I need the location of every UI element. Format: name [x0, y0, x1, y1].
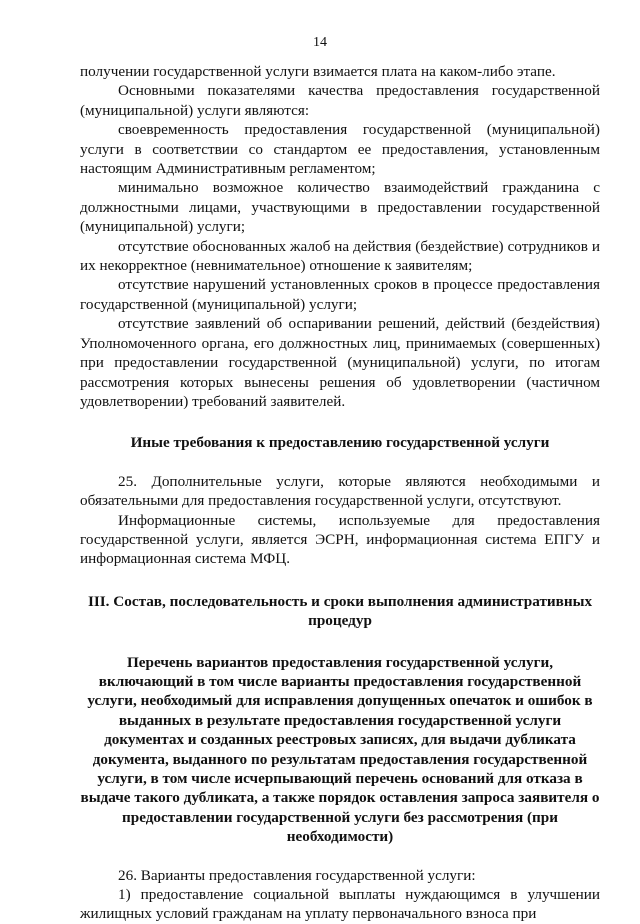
paragraph-no-complaints: отсутствие обоснованных жалоб на действия (бездействие) сотрудников и их некорректное (невнимательное) отношение к заявителям; — [80, 237, 600, 275]
spacer — [80, 847, 600, 866]
heading-other-requirements: Иные требования к предоставлению государственной услуги — [130, 434, 550, 452]
paragraph-information-systems: Информационные системы, используемые для предоставления государственной услуги, является ЭСРН, информационная система ЕПГУ и информационная система МФЦ. — [80, 511, 600, 568]
paragraph-no-disputes: отсутствие заявлений об оспаривании решений, действий (бездействия) Уполномоченного органа, его должностных лиц, принимаемых (совершенных) при предоставлении государственной (муниципальной) услуги, по итогам рассмотрения которых вынесены решения об удовлетворении (частичном удовлетворении) требований заявителей. — [80, 315, 600, 410]
page-content — [80, 62, 600, 924]
paragraph-quality-indicators: Основными показателями качества предоставления государственной (муниципальной) услуги являются: — [80, 82, 600, 119]
paragraph-no-deadline-violations: отсутствие нарушений установленных сроков в процессе предоставления государственной (муниципальной) услуги; — [80, 276, 600, 313]
paragraph-variants-intro: 26. Варианты предоставления государственной услуги: — [118, 866, 476, 884]
heading-variants-list: Перечень вариантов предоставления государственной услуги, включающий в том числе варианты предоставления государственной услуги, необходимый для исправления допущенных опечаток и ошибок в выданных в результате предоставления государственной услуги документах и созданных реестровых записях, для выдачи дубликата документа, выданного по результатам предоставления государственной услуги, в том числе исчерпывающий перечень оснований для отказа в выдаче такого дубликата, а также порядок оставления запроса заявителя о предоставлении государственной услуги без рассмотрения (при необходимости) — [80, 653, 600, 846]
paragraph-variant-one: 1) предоставление социальной выплаты нуждающимся в улучшении жилищных условий гражданам на уплату первоначального взноса при — [80, 886, 600, 923]
paragraph-minimal-interactions: минимально возможное количество взаимодействий гражданина с должностными лицами, участвующими в предоставлении государственной (муниципальной) услуги; — [80, 179, 600, 236]
heading-section-three: III. Состав, последовательность и сроки выполнения административных процедур — [87, 592, 593, 630]
page-number: 14 — [313, 35, 327, 50]
paragraph-additional-services: 25. Дополнительные услуги, которые являются необходимыми и обязательными для предоставления государственной услуги, отсутствуют. — [80, 472, 600, 510]
spacer — [80, 631, 600, 653]
spacer — [80, 411, 600, 433]
spacer — [80, 453, 600, 472]
paragraph-fee-continuation: получении государственной услуги взимается плата на каком-либо этапе. — [80, 63, 556, 80]
spacer — [80, 569, 600, 592]
paragraph-timeliness: своевременность предоставления государственной (муниципальной) услуги в соответствии со стандартом ее предоставления, установленным настоящим Административным регламентом; — [80, 121, 600, 178]
